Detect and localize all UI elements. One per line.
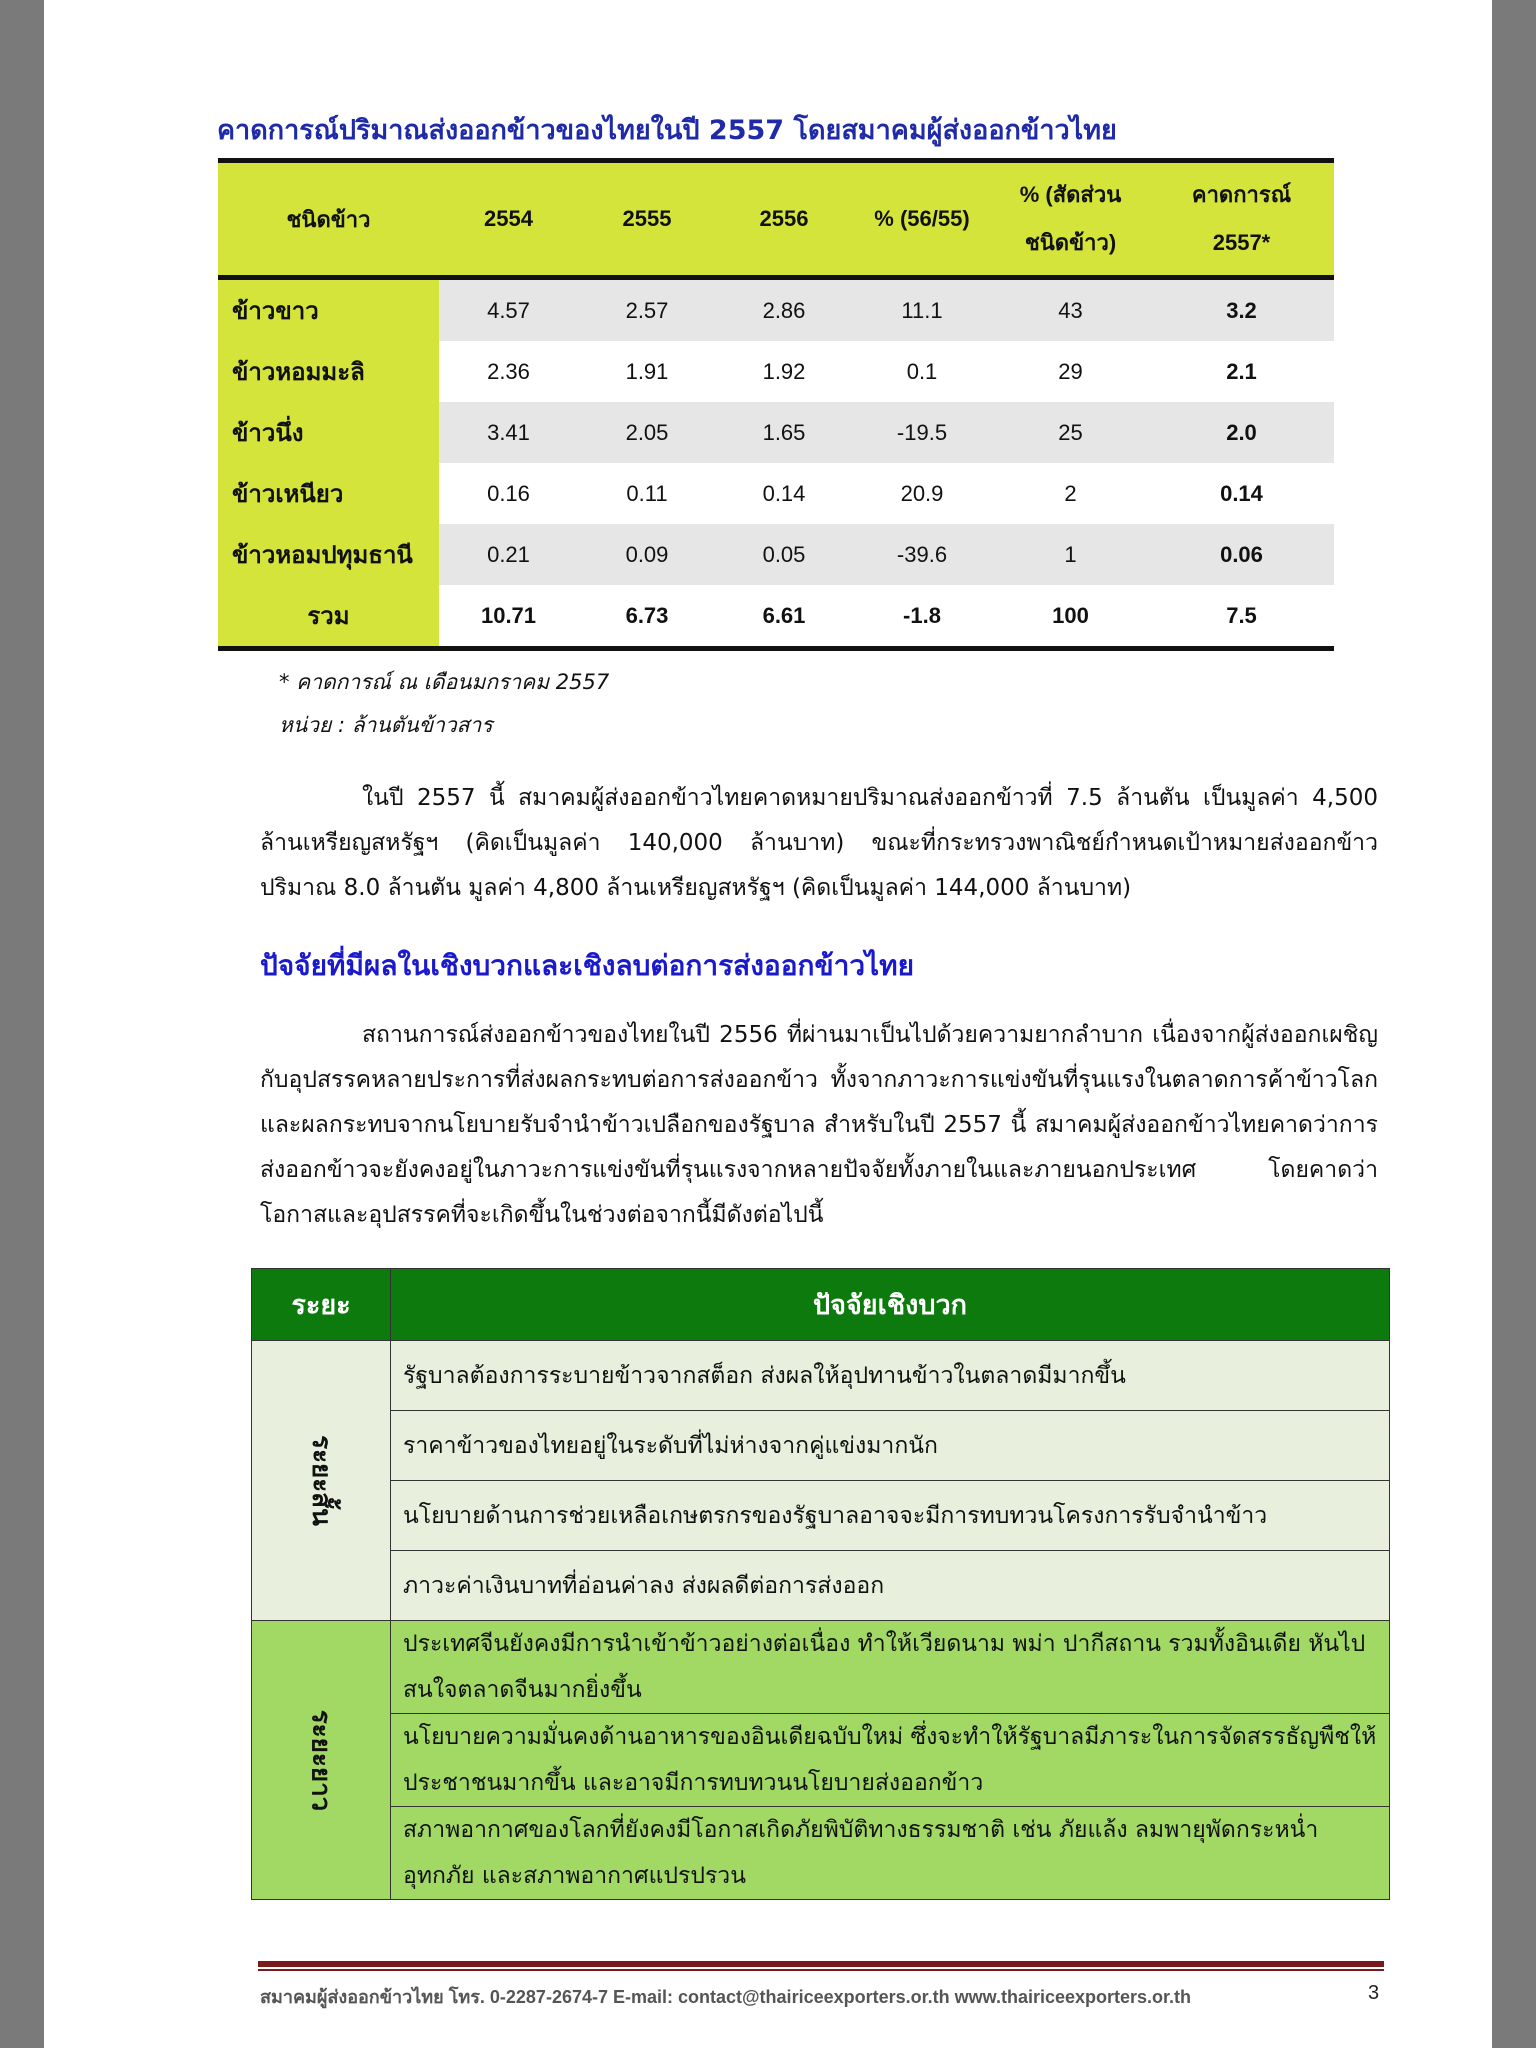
- table-row: [218, 278, 1334, 342]
- cell-2556: 0.05: [716, 524, 852, 585]
- cell-change: -39.6: [852, 524, 992, 585]
- factor-row: [252, 1341, 1390, 1411]
- cell-2555: 6.73: [578, 585, 716, 649]
- row-name: รวม: [218, 585, 439, 649]
- cell-share: 25: [992, 402, 1149, 463]
- row-name: ข้าวนึ่ง: [218, 402, 439, 463]
- footer-divider-thin: [258, 1969, 1384, 1971]
- cell-change: 11.1: [852, 278, 992, 342]
- cell-forecast: 0.14: [1220, 480, 1263, 506]
- header-2555: 2555: [578, 161, 716, 278]
- paragraph-export-target: ในปี 2557 นี้ สมาคมผู้ส่งออกข้าวไทยคาดหมายปริมาณส่งออกข้าวที่ 7.5 ล้านตัน เป็นมูลค่า 4,500 ล้านเหรียญสหรัฐฯ (คิดเป็นมูลค่า 140,000 ล้านบาท) ขณะที่กระทรวงพาณิชย์กำหนดเป้าหมายส่งออกข้าว ปริมาณ 8.0 ล้านตัน มูลค่า 4,800 ล้านเหรียญสหรัฐฯ (คิดเป็นมูลค่า 144,000 ล้านบาท): [260, 785, 1378, 901]
- header-2556: 2556: [716, 161, 852, 278]
- footer-divider: [258, 1961, 1384, 1967]
- cell-forecast: 7.5: [1149, 585, 1334, 649]
- cell-change: -1.8: [852, 585, 992, 649]
- cell-2554: 4.57: [439, 278, 578, 342]
- factor-row: [252, 1621, 1390, 1714]
- factor-item: ประเทศจีนยังคงมีการนำเข้าข้าวอย่างต่อเนื่อง ทำให้เวียดนาม พม่า ปากีสถาน รวมทั้งอินเดีย หันไปสนใจตลาดจีนมากยิ่งขึ้น: [391, 1621, 1390, 1714]
- factor-row: [252, 1411, 1390, 1481]
- positive-factors-table: [251, 1268, 1390, 1900]
- footer-contact: สมาคมผู้ส่งออกข้าวไทย โทร. 0-2287-2674-7 E-mail: contact@thairiceexporters.or.th www.thairiceexporters.or.th: [260, 1987, 1192, 2007]
- cell-2556: 0.14: [762, 480, 806, 506]
- long-term-cell: [252, 1621, 391, 1900]
- row-name: ข้าวเหนียว: [218, 463, 439, 524]
- forecast-note: * คาดการณ์ ณ เดือนมกราคม 2557: [279, 670, 610, 694]
- unit-note: หน่วย : ล้านตันข้าวสาร: [279, 713, 493, 737]
- cell-2556: 1.92: [762, 358, 806, 384]
- cell-2554: 3.41: [439, 402, 578, 463]
- factor-item: นโยบายความมั่นคงด้านอาหารของอินเดียฉบับใหม่ ซึ่งจะทำให้รัฐบาลมีภาระในการจัดสรรธัญพืชให้ประชาชนมากขึ้น และอาจมีการทบทวนนโยบายส่งออกข้าว: [391, 1714, 1390, 1807]
- header-share: [992, 161, 1149, 278]
- cell-forecast: 0.06: [1149, 524, 1334, 585]
- cell-forecast: 3.2: [1149, 278, 1334, 342]
- factors-header-row: [252, 1269, 1390, 1341]
- factor-row: [252, 1481, 1390, 1551]
- table-row: [218, 402, 1334, 463]
- table-row: [218, 524, 1334, 585]
- table-total-row: [218, 585, 1334, 649]
- export-forecast-table: [218, 158, 1334, 651]
- header-forecast-line1: คาดการณ์: [1191, 182, 1292, 207]
- row-name: ข้าวขาว: [218, 278, 439, 342]
- long-term-label: ระยะยาว: [305, 1709, 336, 1811]
- factor-row: [252, 1807, 1390, 1900]
- factor-item: สภาพอากาศของโลกที่ยังคงมีโอกาสเกิดภัยพิบัติทางธรรมชาติ เช่น ภัยแล้ง ลมพายุพัดกระหน่ำ อุทกภัย และสภาพอากาศแปรปรวน: [391, 1807, 1390, 1900]
- cell-2554: 2.36: [487, 358, 530, 384]
- cell-2555: 1.91: [625, 358, 669, 384]
- cell-2555: 0.09: [578, 524, 716, 585]
- header-rice-type: ชนิดข้าว: [218, 161, 439, 278]
- header-share-line2: ชนิดข้าว): [1024, 230, 1117, 255]
- cell-2556: 6.61: [716, 585, 852, 649]
- section-heading: ปัจจัยที่มีผลในเชิงบวกและเชิงลบต่อการส่งออกข้าวไทย: [260, 949, 914, 982]
- cell-2554: 0.21: [439, 524, 578, 585]
- short-term-cell: [252, 1341, 391, 1621]
- table-header-row: [218, 161, 1334, 278]
- cell-share: 1: [992, 524, 1149, 585]
- cell-share: 29: [1058, 358, 1083, 384]
- factor-row: [252, 1551, 1390, 1621]
- paragraph-situation: สถานการณ์ส่งออกข้าวของไทยในปี 2556 ที่ผ่านมาเป็นไปด้วยความยากลำบาก เนื่องจากผู้ส่งออกเผชิญกับอุปสรรคหลายประการที่ส่งผลกระทบต่อการส่งออกข้าว ทั้งจากภาวะการแข่งขันที่รุนแรงในตลาดการค้าข้าวโลก และผลกระทบจากนโยบายรับจำนำข้าวเปลือกของรัฐบาล สำหรับในปี 2557 นี้ สมาคมผู้ส่งออกข้าวไทยคาดว่าการส่งออกข้าวจะยังคงอยู่ในภาวะการแข่งขันที่รุนแรงจากหลายปัจจัยทั้งภายในและภายนอกประเทศ โดยคาดว่าโอกาสและอุปสรรคที่จะเกิดขึ้นในช่วงต่อจากนี้มีดังต่อไปนี้: [260, 1022, 1378, 1228]
- cell-share: 2: [1064, 480, 1077, 506]
- factor-item: ภาวะค่าเงินบาทที่อ่อนค่าลง ส่งผลดีต่อการส่งออก: [391, 1551, 1390, 1621]
- cell-2554: 10.71: [439, 585, 578, 649]
- cell-share: 43: [992, 278, 1149, 342]
- factor-row: [252, 1714, 1390, 1807]
- header-change: % (56/55): [852, 161, 992, 278]
- cell-2556: 2.86: [716, 278, 852, 342]
- cell-2555: 2.05: [578, 402, 716, 463]
- cell-change: 20.9: [900, 480, 944, 506]
- header-2554: 2554: [439, 161, 578, 278]
- cell-2556: 1.65: [716, 402, 852, 463]
- cell-change: 0.1: [906, 358, 938, 384]
- table-title: คาดการณ์ปริมาณส่งออกข้าวของไทยในปี 2557 โดยสมาคมผู้ส่งออกข้าวไทย: [217, 115, 1117, 146]
- row-name: ข้าวหอมมะลิ: [218, 341, 439, 402]
- cell-2555: 2.57: [578, 278, 716, 342]
- header-forecast-line2: 2557*: [1212, 230, 1271, 255]
- page-number: 3: [1368, 1982, 1380, 2004]
- cell-2554: 0.16: [487, 480, 530, 506]
- table-row: [218, 341, 1334, 402]
- header-share-line1: % (สัดส่วน: [1019, 182, 1122, 207]
- cell-forecast: 2.1: [1226, 358, 1257, 384]
- cell-2555: 0.11: [626, 480, 668, 506]
- header-positive-factors: ปัจจัยเชิงบวก: [391, 1269, 1390, 1341]
- factor-item: นโยบายด้านการช่วยเหลือเกษตรกรของรัฐบาลอาจจะมีการทบทวนโครงการรับจำนำข้าว: [391, 1481, 1390, 1551]
- cell-share: 100: [992, 585, 1149, 649]
- short-term-label: ระยะสั้น: [305, 1435, 336, 1526]
- factor-item: ราคาข้าวของไทยอยู่ในระดับที่ไม่ห่างจากคู่แข่งมากนัก: [391, 1411, 1390, 1481]
- header-term: ระยะ: [252, 1269, 391, 1341]
- header-forecast: [1149, 161, 1334, 278]
- cell-forecast: 2.0: [1149, 402, 1334, 463]
- factor-item: รัฐบาลต้องการระบายข้าวจากสต็อก ส่งผลให้อุปทานข้าวในตลาดมีมากขึ้น: [391, 1341, 1390, 1411]
- table-row: [218, 463, 1334, 524]
- row-name: ข้าวหอมปทุมธานี: [218, 524, 439, 585]
- document-page: [44, 0, 1492, 2048]
- cell-change: -19.5: [852, 402, 992, 463]
